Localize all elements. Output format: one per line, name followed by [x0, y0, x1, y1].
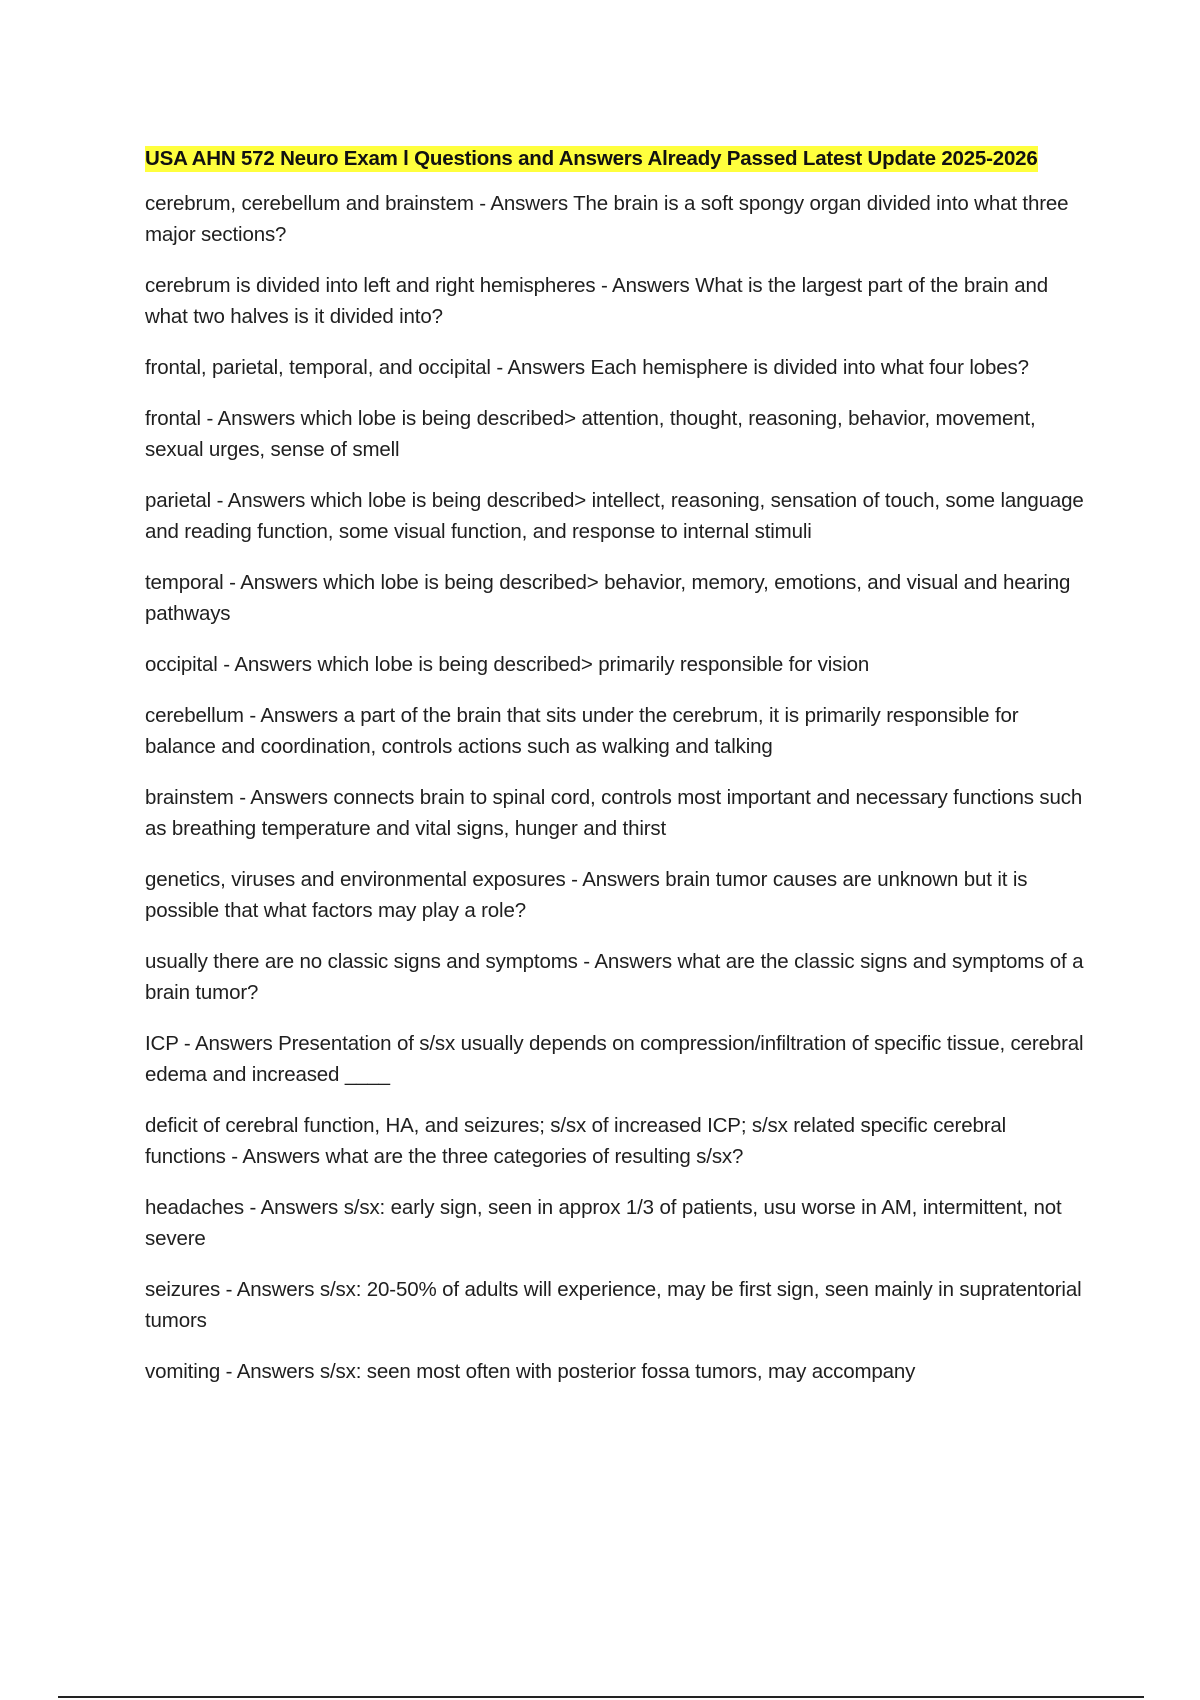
document-content [145, 143, 1085, 1407]
qa-item: deficit of cerebral function, HA, and seizures; s/sx of increased ICP; s/sx related specific cerebral functions - Answers what are the three categories of resulting s/sx? [145, 1114, 1007, 1168]
qa-item: cerebellum - Answers a part of the brain that sits under the cerebrum, it is primarily responsible for balance and coordination, controls actions such as walking and talking [145, 704, 1019, 758]
qa-item: frontal - Answers which lobe is being described> attention, thought, reasoning, behavior, movement, sexual urges, sense of smell [145, 407, 1036, 461]
qa-item: headaches - Answers s/sx: early sign, seen in approx 1/3 of patients, usu worse in AM, intermittent, not severe [145, 1196, 1062, 1250]
qa-item: occipital - Answers which lobe is being described> primarily responsible for vision [145, 653, 870, 676]
document-title: USA AHN 572 Neuro Exam l Questions and Answers Already Passed Latest Update 2025-2026 [145, 147, 1038, 170]
qa-item: ICP - Answers Presentation of s/sx usually depends on compression/infiltration of specific tissue, cerebral edema and increased ____ [145, 1032, 1084, 1086]
qa-item: genetics, viruses and environmental exposures - Answers brain tumor causes are unknown but it is possible that what factors may play a role? [145, 868, 1028, 922]
qa-item: cerebrum, cerebellum and brainstem - Answers The brain is a soft spongy organ divided into what three major sections? [145, 192, 1069, 246]
qa-item: frontal, parietal, temporal, and occipital - Answers Each hemisphere is divided into what four lobes? [145, 356, 1029, 379]
qa-item: temporal - Answers which lobe is being described> behavior, memory, emotions, and visual and hearing pathways [145, 571, 1071, 625]
qa-item: cerebrum is divided into left and right hemispheres - Answers What is the largest part of the brain and what two halves is it divided into? [145, 274, 1048, 328]
qa-item: vomiting - Answers s/sx: seen most often with posterior fossa tumors, may accompany [145, 1360, 916, 1383]
qa-item: parietal - Answers which lobe is being described> intellect, reasoning, sensation of touch, some language and reading function, some visual function, and response to internal stimuli [145, 489, 1084, 543]
qa-item: brainstem - Answers connects brain to spinal cord, controls most important and necessary functions such as breathing temperature and vital signs, hunger and thirst [145, 786, 1083, 840]
qa-item: usually there are no classic signs and symptoms - Answers what are the classic signs and symptoms of a brain tumor? [145, 950, 1084, 1004]
footer-divider [58, 1696, 1144, 1698]
qa-item: seizures - Answers s/sx: 20-50% of adults will experience, may be first sign, seen mainly in supratentorial tumors [145, 1278, 1082, 1332]
title-wrapper [145, 143, 1085, 177]
